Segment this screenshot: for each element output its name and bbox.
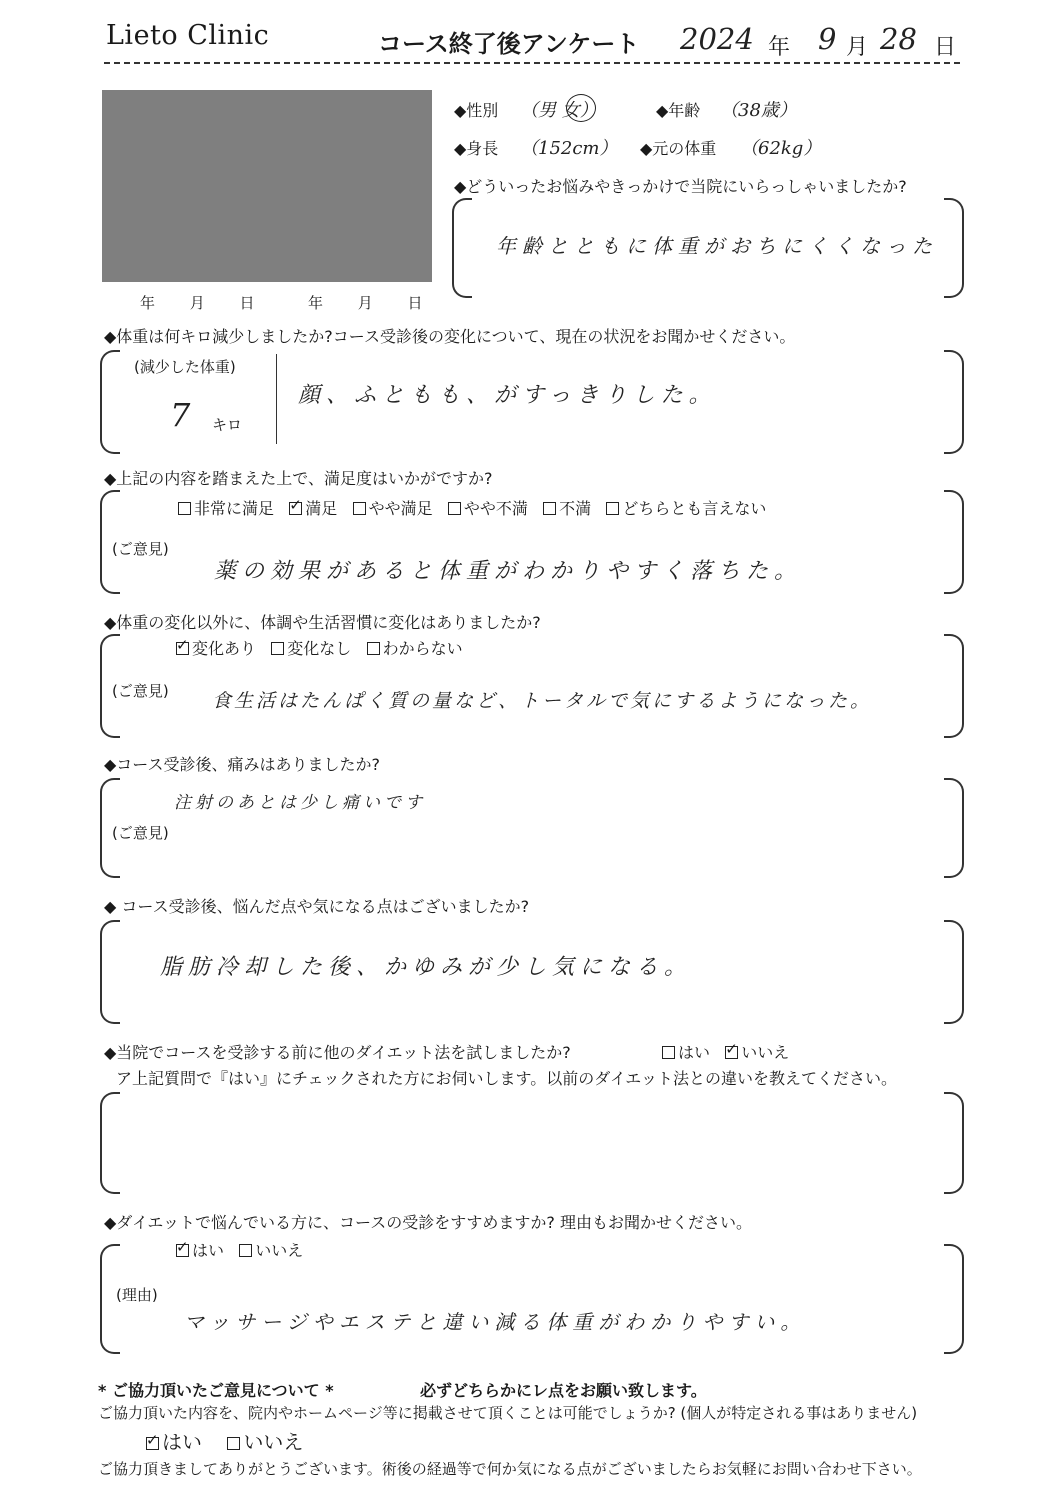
weight-change-answer: 顔、ふともも、がすっきりした。 [298,383,717,408]
original-weight-value: （62kg） [740,138,822,159]
recommend-reason-label: (理由) [116,1286,158,1304]
date-year-label: 年 [768,35,791,60]
option-somewhat-dissatisfied[interactable]: やや不満 [448,499,528,518]
pain-question: ◆コース受診後、痛みはありましたか? [104,755,380,774]
gender-circle-mark [566,94,596,122]
weight-bracket-left [100,350,120,454]
option-no-change[interactable]: 変化なし [271,639,351,658]
checkbox-checked[interactable] [725,1046,738,1059]
after-date-label: 年 月 日 [308,294,423,312]
age-label: ◆年齢 [656,101,701,120]
checkbox-checked[interactable] [176,1244,189,1257]
checkbox-checked[interactable] [289,502,302,515]
option-yes[interactable]: ✓はい [146,1430,202,1454]
other-diet-followup: ア上記質問で『はい』にチェックされた方にお伺いします。以前のダイエット法との違いを教えてください。 [116,1069,897,1088]
satisfaction-answer: 薬の効果があると体重がわかりやすく落ちた。 [214,559,803,584]
reduced-weight-label: (減少した体重) [134,358,236,376]
date-day: 28 [880,22,917,56]
date-month: 9 [818,22,837,56]
option-yes[interactable]: はい [662,1043,710,1062]
recommend-bracket-right [944,1244,964,1354]
footer-options [146,1426,303,1455]
option-unknown[interactable]: わからない [367,639,463,658]
height-label: ◆身長 [454,139,499,158]
clinic-brand: Lieto Clinic [106,20,270,51]
concern-bracket-right [944,920,964,1024]
recommend-answer: マッサージやエステと違い減る体重がわかりやすい。 [184,1310,807,1334]
concern-question: ◆ コース受診後、悩んだ点や気になる点はございましたか? [104,897,530,916]
option-somewhat-satisfied[interactable]: やや満足 [353,499,433,518]
option-no[interactable]: いいえ [239,1241,303,1260]
checkbox[interactable] [543,502,556,515]
checkbox[interactable] [178,502,191,515]
reduced-weight-value: 7 [170,396,191,434]
other-diet-bracket-right [944,1092,964,1194]
recommend-options [176,1238,303,1261]
lifestyle-options [176,636,463,659]
concern-bracket-left [100,920,120,1024]
satisfaction-options [178,496,766,519]
weight-divider [276,354,277,444]
pain-bracket-right [944,778,964,878]
lifestyle-bracket-right [944,634,964,738]
concern-answer: 脂肪冷却した後、かゆみが少し気になる。 [160,955,693,980]
pain-answer: 注射のあとは少し痛いです [174,793,426,813]
option-dissatisfied[interactable]: 不満 [543,499,591,518]
reason-answer: 年齢とともに体重がおちにくくなった [496,234,938,258]
checkbox[interactable] [367,642,380,655]
footer-thanks: ご協力頂きましてありがとうございます。術後の経過等で何か気になる点がございましたらお気軽にお問い合わせ下さい。 [98,1460,922,1478]
gender-label: ◆性別 [454,101,499,120]
survey-title: コース終了後アンケート [378,30,640,58]
reduced-weight-unit: キロ [212,416,243,434]
height-value: （152cm） [520,138,618,159]
checkbox[interactable] [448,502,461,515]
reason-question: ◆どういったお悩みやきっかけで当院にいらっしゃいましたか? [454,177,907,196]
gender-value: （男 女） [520,100,598,121]
header-divider [104,62,960,64]
pain-opinion-label: (ご意見) [112,824,169,842]
age-value: （38歳） [720,100,797,121]
checkbox[interactable] [271,642,284,655]
other-diet-question: ◆当院でコースを受診する前に他のダイエット法を試しましたか? [104,1043,571,1062]
option-neither[interactable]: どちらとも言えない [606,499,766,518]
option-changed[interactable]: ✓変化あり [176,639,256,658]
before-date-label: 年 月 日 [140,294,255,312]
reason-bracket-left [452,198,472,298]
satisfaction-opinion-label: (ご意見) [112,540,169,558]
lifestyle-question: ◆体重の変化以外に、体調や生活習慣に変化はありましたか? [104,613,541,632]
weight-bracket-right [944,350,964,454]
date-year: 2024 [680,22,754,56]
lifestyle-answer: 食生活はたんぱく質の量など、トータルで気にするようになった。 [212,690,873,712]
reason-bracket-right [944,198,964,298]
option-no[interactable]: いいえ [227,1430,303,1454]
recommend-question: ◆ダイエットで悩んでいる方に、コースの受診をすすめますか? 理由もお聞かせください。 [104,1213,752,1232]
checkbox[interactable] [239,1244,252,1257]
original-weight-label: ◆元の体重 [640,139,717,158]
option-no[interactable]: ✓ いいえ [725,1043,789,1062]
satisfaction-question: ◆上記の内容を踏まえた上で、満足度はいかがですか? [104,469,493,488]
checkbox[interactable] [662,1046,675,1059]
footer-instruction: 必ずどちらかにレ点をお願い致します。 [420,1381,707,1400]
footer-heading: * ご協力頂いたご意見について * [98,1381,334,1400]
before-after-photo [102,90,432,282]
checkbox[interactable] [353,502,366,515]
date-month-label: 月 [846,35,869,60]
option-yes[interactable]: ✓はい [176,1241,224,1260]
option-satisfied[interactable]: ✓ 満足 [289,499,337,518]
date-day-label: 日 [934,35,957,60]
checkbox-checked[interactable] [146,1437,159,1450]
other-diet-bracket-left [100,1092,120,1194]
lifestyle-opinion-label: (ご意見) [112,682,169,700]
satisfaction-bracket-right [944,490,964,594]
option-very-satisfied[interactable]: 非常に満足 [178,499,274,518]
footer-question: ご協力頂いた内容を、院内やホームページ等に掲載させて頂くことは可能でしょうか? (個人が特定される事はありません) [98,1404,918,1422]
weight-change-question: ◆体重は何キロ減少しましたか?コース受診後の変化について、現在の状況をお聞かせください。 [104,327,796,346]
checkbox[interactable] [606,502,619,515]
other-diet-options [662,1040,789,1063]
checkbox-checked[interactable] [176,642,189,655]
checkbox[interactable] [227,1437,240,1450]
